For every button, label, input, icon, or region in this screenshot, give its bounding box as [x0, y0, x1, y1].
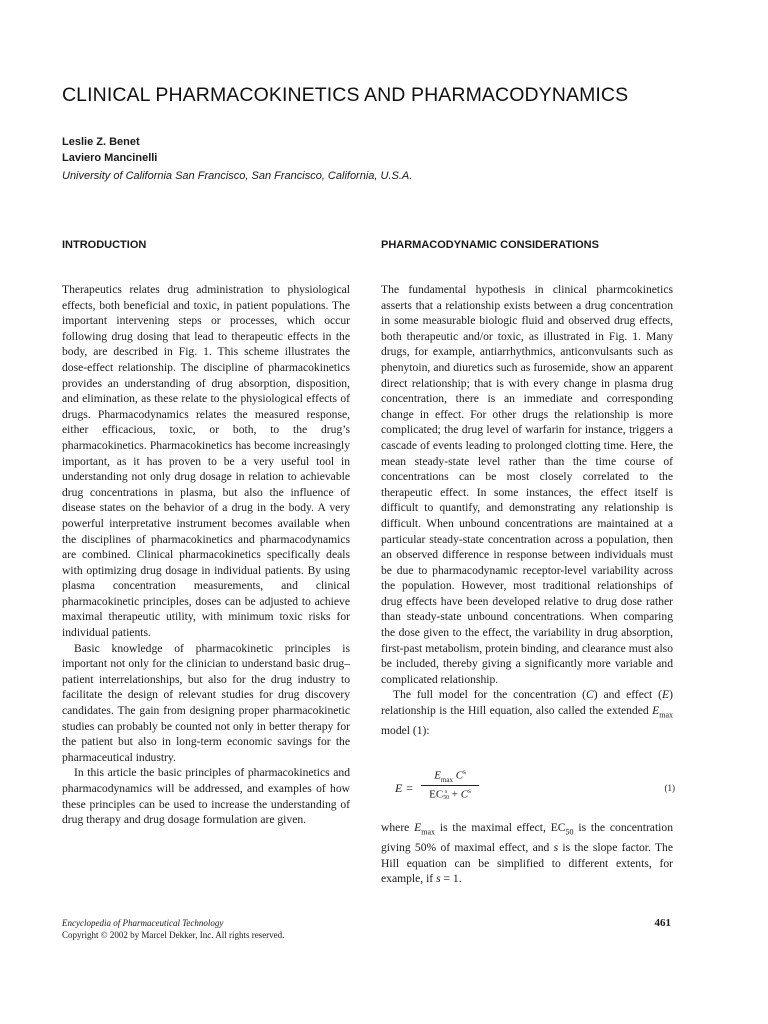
section-heading-pharmacodynamic: PHARMACODYNAMIC CONSIDERATIONS [381, 239, 599, 251]
article-title: CLINICAL PHARMACOKINETICS AND PHARMACODYNAMICS [62, 84, 629, 106]
left-column-body [62, 282, 350, 828]
paragraph: Therapeutics relates drug administration to physiological effects, both beneficial and toxic, in patient populations. The important intervening steps or processes, which occur following drug dosing that lead to therapeutic effects in the body, are described in Fig. 1. This scheme illustrates the dose-effect relationship. The discipline of pharmacokinetics provides an understanding of drug absorption, disposition, and elimination, as these relate to the physiological effects of drugs. Pharmacodynamics relates the measured response, either efficacious, toxic, or both, to the drug’s pharmacokinetics. Pharmacokinetics has become increasingly important, as it has proven to be a very useful tool in understanding not only drug dosage in relation to achievable drug concentrations in plasma, but also the influence of disease states on the behavior of a drug in the body. A very powerful interpretative instrument becomes available when the disciplines of pharmacokinetics and pharmacodynamics are combined. Clinical pharmacokinetics specifically deals with optimizing drug dosage in individual patients. By using plasma concentration measurements, and clinical pharmacokinetic principles, doses can be adjusted to achieve maximal therapeutic utility, with minimum toxic risks for individual patients. [62, 283, 350, 640]
right-column-body [381, 282, 673, 739]
journal-name: Encyclopedia of Pharmaceutical Technology [62, 918, 224, 928]
paragraph-hill-intro: The full model for the concentration (C) and effect (E) relationship is the Hill equation, also called the extended $E_{max}$ model (1): [381, 688, 673, 737]
paragraph: In this article the basic principles of pharmacokinetics and pharmacodynamics will be addressed, and examples of how these principles can be used to increase the understanding of drug therapy and drug dosage formulation are given. [62, 766, 350, 827]
equation-fraction [421, 768, 479, 801]
equation-number: (1) [664, 783, 675, 793]
author-affiliation: University of California San Francisco, San Francisco, California, U.S.A. [62, 170, 413, 182]
paragraph: Basic knowledge of pharmacokinetic principles is important not only for the clinician to understand basic drug–patient interrelationships, but also for the drug industry to facilitate the design of relevant studies for drug discovery candidates. The gain from designing proper pharmacokinetic studies can probably be counted not only in better therapy for the patient but also in long-term economic savings for the pharmaceutical industry. [62, 641, 350, 764]
page-number: 461 [654, 917, 671, 929]
author-name: Leslie Z. Benet [62, 136, 140, 148]
paragraph-hill-definition: where $E_{max}$ is the maximal effect, $EC_{50}$ is the concentration giving 50% of maximal effect, and s is the slope factor. The Hill equation can be simplified to different extents, for example, if s = 1. [381, 821, 674, 886]
paragraph: The fundamental hypothesis in clinical pharmcokinetics asserts that a relationship exists between a drug concentration in some measurable biologic fluid and observed drug effects, both therapeutic and/or toxic, as illustrated in Fig. 1. Many drugs, for example, antiarrhythmics, anticonvulsants such as phenytoin, and diuretics such as furosemide, show an apparent direct relationship; that is with every change in plasma drug concentration, there is an immediate and corresponding change in effect. For other drugs the relationship is more complicated; the drug level of warfarin for instance, triggers a cascade of events leading to prolonged clotting time. Here, the mean steady-state level rather than the time course of concentrations can be most closely correlated to the therapeutic effect. In some instances, the effect itself is difficult to quantify, and demonstrating any relationship is difficult. When unbound concentrations are maintained at a particular steady-state concentration across a population, then an observed difference in response between individuals must be due to pharmacodynamic receptor-level variability across the population. However, most traditional relationships of drug effects have been developed relative to drug dose rather than steady-state unbound concentrations. When comparing the dose given to the effect, the variability in drug absorption, first-past metabolism, protein binding, and clearance must also be included, thereby giving a significantly more variable and complicated relationship. [381, 283, 673, 686]
right-column-body-continued [381, 820, 673, 887]
equation-denominator: EC s 50 + $C^s$ [429, 786, 471, 801]
copyright-notice: Copyright © 2002 by Marcel Dekker, Inc. All rights reserved. [62, 930, 285, 940]
equation-lhs: E = [395, 781, 414, 795]
hill-equation [395, 768, 675, 810]
author-list [62, 134, 157, 166]
equation-numerator: $E_{max}$ $C^s$ [421, 768, 479, 786]
author-name: Laviero Mancinelli [62, 152, 158, 164]
section-heading-introduction: INTRODUCTION [62, 239, 147, 251]
page-footer [62, 917, 284, 941]
